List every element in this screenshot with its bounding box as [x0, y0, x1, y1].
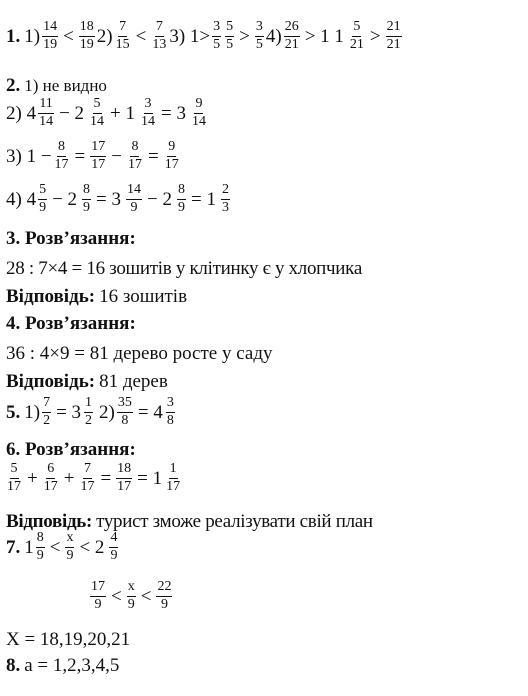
problem-2-line-2: 2) 4 $\frac{11}{14}$ − 2 $\frac{5}{14}$ + 1 $\frac{3}{14}$ = 3 $\frac{9}{14}$ [6, 96, 206, 129]
problem-4-work [6, 344, 273, 363]
fraction: $\frac{6}{17}$ [43, 461, 58, 494]
fraction: $\frac{7}{17}$ [80, 461, 95, 494]
fraction: $\frac{17}{9}$ [91, 579, 105, 612]
fraction: $\frac{3}{8}$ [166, 395, 174, 428]
line-text: 1) не видно [24, 76, 107, 95]
problem-heading: 4. Розв’язання: [6, 313, 136, 334]
problem-2-heading [6, 76, 107, 95]
fraction: $\frac{5}{17}$ [7, 461, 21, 494]
problem-3-answer [6, 287, 187, 306]
fraction: $\frac{7}{15}$ [115, 19, 130, 52]
problem-4-answer [6, 372, 168, 391]
answer-label: Відповідь: [6, 286, 96, 307]
fraction: $\frac{26}{21}$ [284, 19, 299, 52]
problem-7-result [6, 630, 130, 649]
fraction: $\frac{3}{5}$ [255, 19, 263, 52]
fraction: $\frac{2}{3}$ [221, 182, 229, 215]
line-text: X = 18,19,20,21 [6, 629, 131, 650]
problem-heading: 3. Розв’язання: [6, 228, 136, 249]
fraction: $\frac{9}{17}$ [164, 139, 179, 172]
answer-text: 81 дерев [99, 371, 168, 392]
fraction: $\frac{1}{2}$ [85, 395, 93, 428]
fraction: $\frac{5}{5}$ [226, 19, 234, 52]
fraction: $\frac{8}{9}$ [36, 530, 44, 563]
fraction: $\frac{8}{17}$ [127, 139, 142, 172]
fraction: $\frac{9}{14}$ [191, 96, 206, 129]
fraction: $\frac{5}{21}$ [349, 19, 364, 52]
answer-text: 16 зошитів [99, 286, 188, 307]
fraction: $\frac{14}{9}$ [127, 182, 142, 215]
fraction: $\frac{1}{17}$ [166, 461, 181, 494]
problem-4-heading [6, 314, 136, 333]
problem-6-answer [6, 512, 373, 531]
part-label: 3) 1> [169, 25, 211, 47]
part-label: 1) [24, 25, 41, 47]
problem-2-line-3: 3) 1 − $\frac{8}{17}$ = $\frac{17}{17}$ − $\frac{8}{17}$ = $\frac{9}{17}$ [6, 139, 179, 172]
line-text: a = 1,2,3,4,5 [24, 655, 120, 676]
fraction: $\frac{17}{17}$ [91, 139, 106, 172]
problem-number: 2. [6, 75, 21, 96]
problem-3-heading [6, 229, 136, 248]
answer-text: турист зможе реалізувати свій план [96, 511, 373, 532]
fraction: $\frac{x}{9}$ [66, 530, 74, 563]
fraction: $\frac{7}{2}$ [43, 395, 51, 428]
problem-1: 1. 1) $\frac{14}{19}$ < $\frac{18}{19}$ 2) $\frac{7}{15}$ < $\frac{7}{13}$ 3) 1> $\frac{3}{5}$ $\frac{5}{5}$ > $\frac{3}{5}$ 4) $\frac{26}{21}$ > 1 1 $\frac{5}{21}$ > $\frac{21}{21}$ [6, 19, 401, 52]
problem-2-line-4: 4) 4 $\frac{5}{9}$ − 2 $\frac{8}{9}$ = 3 $\frac{14}{9}$ − 2 $\frac{8}{9}$ = 1 $\frac{2}{3}$ [6, 182, 229, 215]
problem-8 [6, 656, 119, 675]
problem-7-line-2: $\frac{17}{9}$ < $\frac{x}{9}$ < $\frac{22}{9}$ [91, 579, 172, 612]
part-label: 2) [96, 25, 113, 47]
fraction: $\frac{11}{14}$ [39, 96, 54, 129]
problem-6-work: $\frac{5}{17}$ + $\frac{6}{17}$ + $\frac{7}{17}$ = $\frac{18}{17}$ = 1 $\frac{1}{17}$ [7, 461, 181, 494]
problem-number: 7. [6, 536, 21, 558]
line-text: 36 : 4×9 = 81 дерево росте у саду [6, 343, 273, 364]
problem-3-work [6, 259, 362, 278]
fraction: $\frac{14}{19}$ [43, 19, 58, 52]
fraction: $\frac{8}{9}$ [83, 182, 91, 215]
answer-label: Відповідь: [6, 511, 93, 532]
problem-7-line-1: 7. 1 $\frac{8}{9}$ < $\frac{x}{9}$ < 2 $\frac{4}{9}$ [6, 530, 118, 563]
fraction: $\frac{3}{5}$ [213, 19, 221, 52]
fraction: $\frac{8}{9}$ [177, 182, 185, 215]
answer-label: Відповідь: [6, 371, 96, 392]
problem-number: 5. [6, 401, 21, 423]
fraction: $\frac{18}{17}$ [117, 461, 132, 494]
line-text: 28 : 7×4 = 16 зошитів у клітинку є у хлопчика [6, 258, 362, 279]
problem-number: 8. [6, 655, 21, 676]
part-label: 4) [265, 25, 282, 47]
fraction: $\frac{35}{8}$ [117, 395, 132, 428]
fraction: $\frac{4}{9}$ [110, 530, 118, 563]
fraction: $\frac{8}{17}$ [54, 139, 69, 172]
fraction: $\frac{21}{21}$ [386, 19, 401, 52]
problem-heading: 6. Розв’язання: [6, 439, 136, 460]
fraction: $\frac{5}{14}$ [90, 96, 105, 129]
fraction: $\frac{x}{9}$ [127, 579, 135, 612]
fraction: $\frac{3}{14}$ [141, 96, 156, 129]
fraction: $\frac{7}{13}$ [152, 19, 167, 52]
fraction: $\frac{5}{9}$ [39, 182, 47, 215]
fraction: $\frac{22}{9}$ [157, 579, 172, 612]
problem-5: 5. 1) $\frac{7}{2}$ = 3 $\frac{1}{2}$ 2) $\frac{35}{8}$ = 4 $\frac{3}{8}$ [6, 395, 174, 428]
problem-6-heading [6, 440, 136, 459]
problem-number: 1. [6, 25, 21, 47]
fraction: $\frac{18}{19}$ [79, 19, 94, 52]
